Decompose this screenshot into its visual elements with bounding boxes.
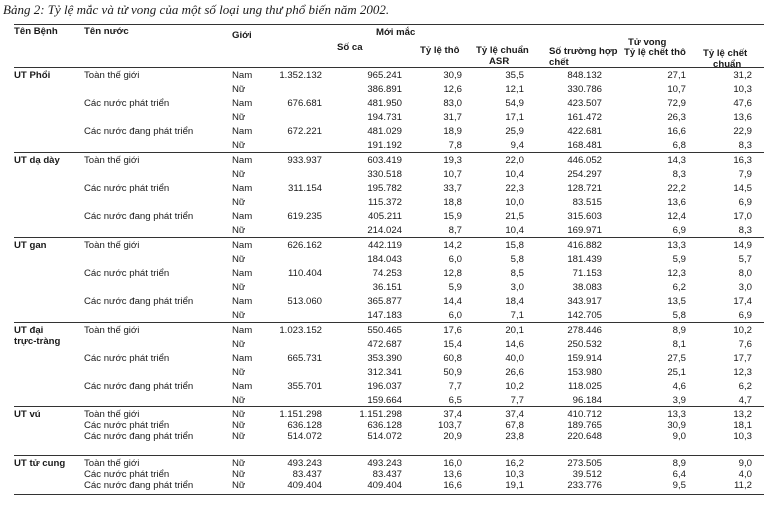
cell-total-cases: 933.937 — [287, 155, 322, 166]
cell-total-cases: 676.681 — [287, 98, 322, 109]
cell-crude-rate: 33,7 — [443, 183, 462, 194]
cell-deaths: 422.681 — [567, 126, 602, 137]
cancer-type-label: UT đại — [14, 325, 44, 336]
cell-sex: Nữ — [232, 169, 246, 180]
cell-sex: Nữ — [232, 420, 246, 431]
cell-death-crude-rate: 14,3 — [667, 155, 686, 166]
cell-sex: Nam — [232, 98, 253, 109]
cell-country: Toàn thế giới — [84, 409, 140, 420]
cell-deaths: 159.914 — [567, 353, 602, 364]
cell-death-crude-rate: 26,3 — [667, 112, 686, 123]
cell-crude-rate: 19,3 — [443, 155, 462, 166]
cell-country: Toàn thế giới — [84, 325, 140, 336]
cell-death-asr: 8,0 — [738, 268, 752, 279]
bottom-rule — [14, 494, 764, 495]
cell-death-asr: 10,3 — [733, 84, 752, 95]
cell-crude-rate: 103,7 — [437, 420, 462, 431]
cell-crude-rate: 5,9 — [448, 282, 462, 293]
cell-new-cases: 472.687 — [367, 339, 402, 350]
cell-death-asr: 3,0 — [738, 282, 752, 293]
cell-new-cases: 365.877 — [367, 296, 402, 307]
cell-sex: Nữ — [232, 310, 246, 321]
cell-sex: Nam — [232, 183, 253, 194]
cell-deaths: 153.980 — [567, 367, 602, 378]
cell-new-cases: 442.119 — [368, 240, 402, 251]
cell-deaths: 315.603 — [567, 211, 602, 222]
cell-country: Các nước đang phát triển — [84, 211, 194, 222]
cell-asr: 40,0 — [505, 353, 524, 364]
cell-total-cases: 672.221 — [287, 126, 322, 137]
cell-death-crude-rate: 30,9 — [667, 420, 686, 431]
header-chet: chết — [549, 57, 569, 68]
cell-asr: 67,8 — [505, 420, 524, 431]
cancer-type-label: trực-tràng — [14, 336, 61, 347]
cancer-type-label: UT vú — [14, 409, 41, 420]
cell-new-cases: 115.372 — [368, 197, 402, 208]
cell-new-cases: 1.151.298 — [359, 409, 402, 420]
cell-sex: Nam — [232, 211, 253, 222]
cell-new-cases: 191.192 — [367, 140, 402, 151]
cell-asr: 12,1 — [505, 84, 524, 95]
cell-total-cases: 409.404 — [287, 480, 322, 491]
cell-new-cases: 83.437 — [372, 469, 402, 480]
cell-crude-rate: 18,8 — [443, 197, 462, 208]
cell-new-cases: 36.151 — [372, 282, 402, 293]
cell-country: Toàn thế giới — [84, 155, 140, 166]
cell-crude-rate: 50,9 — [443, 367, 462, 378]
cell-sex: Nam — [232, 325, 253, 336]
cell-new-cases: 965.241 — [367, 70, 402, 81]
cell-crude-rate: 17,6 — [443, 325, 462, 336]
top-rule — [14, 24, 764, 25]
cell-death-crude-rate: 8,1 — [672, 339, 686, 350]
cell-asr: 14,6 — [505, 339, 524, 350]
cell-deaths: 446.052 — [567, 155, 602, 166]
cell-death-asr: 10,2 — [733, 325, 752, 336]
cell-new-cases: 636.128 — [367, 420, 402, 431]
cancer-type-label: UT Phổi — [14, 70, 51, 81]
cell-new-cases: 159.664 — [367, 395, 402, 406]
cell-new-cases: 405.211 — [368, 211, 402, 222]
cell-deaths: 161.472 — [567, 112, 602, 123]
cell-new-cases: 481.029 — [367, 126, 402, 137]
cell-crude-rate: 15,4 — [443, 339, 462, 350]
cell-new-cases: 195.782 — [367, 183, 402, 194]
cell-deaths: 83.515 — [572, 197, 602, 208]
cell-death-asr: 8,3 — [738, 225, 752, 236]
cell-deaths: 254.297 — [567, 169, 602, 180]
cell-death-asr: 14,5 — [733, 183, 752, 194]
cell-deaths: 343.917 — [567, 296, 602, 307]
cell-death-crude-rate: 13,5 — [667, 296, 686, 307]
cell-asr: 19,1 — [505, 480, 524, 491]
cell-death-crude-rate: 13,3 — [667, 240, 686, 251]
cell-crude-rate: 16,6 — [443, 480, 462, 491]
cell-crude-rate: 12,6 — [443, 84, 462, 95]
header-moi-mac: Mới mắc — [376, 27, 416, 38]
cell-total-cases: 619.235 — [287, 211, 322, 222]
cell-deaths: 181.439 — [567, 254, 602, 265]
cell-new-cases: 353.390 — [367, 353, 402, 364]
cell-crude-rate: 83,0 — [443, 98, 462, 109]
cell-death-crude-rate: 13,6 — [667, 197, 686, 208]
cell-country: Các nước phát triển — [84, 183, 170, 194]
cell-new-cases: 481.950 — [367, 98, 402, 109]
cell-country: Các nước phát triển — [84, 98, 170, 109]
cell-asr: 18,4 — [505, 296, 524, 307]
header-ty-le-tho: Tỷ lệ thô — [420, 45, 460, 56]
cell-deaths: 273.505 — [567, 458, 602, 469]
cell-asr: 10,3 — [505, 469, 524, 480]
cell-country: Các nước phát triển — [84, 353, 170, 364]
cell-deaths: 169.971 — [567, 225, 602, 236]
cell-death-asr: 6,2 — [738, 381, 752, 392]
header-so-truong-hop: Số trường hợp — [549, 46, 618, 57]
cell-death-asr: 7,9 — [738, 169, 752, 180]
cell-death-crude-rate: 8,9 — [672, 458, 686, 469]
cell-crude-rate: 6,5 — [448, 395, 462, 406]
header-ty-le-chet: Tỷ lệ chết — [703, 48, 748, 59]
cell-death-crude-rate: 9,5 — [672, 480, 686, 491]
cell-sex: Nam — [232, 126, 253, 137]
cell-death-crude-rate: 16,6 — [667, 126, 686, 137]
cell-death-crude-rate: 12,4 — [667, 211, 686, 222]
cell-death-crude-rate: 6,4 — [672, 469, 686, 480]
cell-death-crude-rate: 27,1 — [667, 70, 686, 81]
cell-deaths: 118.025 — [568, 381, 602, 392]
cell-country: Các nước đang phát triển — [84, 381, 194, 392]
cell-new-cases: 409.404 — [367, 480, 402, 491]
cell-new-cases: 493.243 — [367, 458, 402, 469]
cell-new-cases: 603.419 — [367, 155, 402, 166]
cell-asr: 10,4 — [505, 169, 524, 180]
cell-sex: Nữ — [232, 469, 246, 480]
cell-death-asr: 13,6 — [733, 112, 752, 123]
cell-new-cases: 194.731 — [367, 112, 402, 123]
cell-crude-rate: 12,8 — [443, 268, 462, 279]
cell-death-asr: 6,9 — [738, 197, 752, 208]
cell-asr: 54,9 — [505, 98, 524, 109]
cell-sex: Nữ — [232, 431, 246, 442]
cell-crude-rate: 7,8 — [448, 140, 462, 151]
cell-death-crude-rate: 8,9 — [672, 325, 686, 336]
cell-death-asr: 8,3 — [738, 140, 752, 151]
cell-asr: 3,0 — [510, 282, 524, 293]
cancer-type-label: UT tử cung — [14, 458, 66, 469]
cell-deaths: 38.083 — [572, 282, 602, 293]
cell-new-cases: 147.183 — [367, 310, 402, 321]
cell-death-crude-rate: 6,2 — [672, 282, 686, 293]
cell-deaths: 233.776 — [567, 480, 602, 491]
cell-death-asr: 17,0 — [733, 211, 752, 222]
cell-death-crude-rate: 27,5 — [667, 353, 686, 364]
cell-asr: 7,7 — [510, 395, 524, 406]
cell-sex: Nữ — [232, 480, 246, 491]
cell-new-cases: 74.253 — [372, 268, 402, 279]
cell-asr: 10,2 — [505, 381, 524, 392]
cell-country: Toàn thế giới — [84, 240, 140, 251]
cell-total-cases: 636.128 — [287, 420, 322, 431]
cell-deaths: 39.512 — [572, 469, 602, 480]
cell-new-cases: 386.891 — [367, 84, 402, 95]
cell-asr: 26,6 — [505, 367, 524, 378]
cell-death-crude-rate: 6,8 — [672, 140, 686, 151]
cell-death-crude-rate: 22,2 — [667, 183, 686, 194]
cell-new-cases: 330.518 — [367, 169, 402, 180]
cell-death-asr: 16,3 — [733, 155, 752, 166]
cell-crude-rate: 60,8 — [443, 353, 462, 364]
cell-death-crude-rate: 3,9 — [672, 395, 686, 406]
cell-death-crude-rate: 5,9 — [672, 254, 686, 265]
cell-sex: Nam — [232, 353, 253, 364]
cell-sex: Nữ — [232, 367, 246, 378]
cell-crude-rate: 20,9 — [443, 431, 462, 442]
cell-death-asr: 6,9 — [738, 310, 752, 321]
header-gioi: Giới — [232, 30, 252, 41]
header-tu-vong: Tử vong — [628, 37, 667, 48]
cell-death-asr: 7,6 — [738, 339, 752, 350]
cell-death-asr: 12,3 — [733, 367, 752, 378]
cell-country: Các nước đang phát triển — [84, 126, 194, 137]
cell-new-cases: 514.072 — [367, 431, 402, 442]
cell-crude-rate: 10,7 — [443, 169, 462, 180]
cell-deaths: 330.786 — [567, 84, 602, 95]
cell-country: Toàn thế giới — [84, 70, 140, 81]
cell-death-crude-rate: 5,8 — [672, 310, 686, 321]
cell-asr: 17,1 — [505, 112, 524, 123]
cell-total-cases: 626.162 — [287, 240, 322, 251]
cell-death-asr: 47,6 — [733, 98, 752, 109]
group-separator — [14, 455, 764, 456]
cell-sex: Nữ — [232, 282, 246, 293]
cell-death-asr: 31,2 — [733, 70, 752, 81]
cell-crude-rate: 7,7 — [448, 381, 462, 392]
cell-asr: 25,9 — [505, 126, 524, 137]
cell-sex: Nam — [232, 70, 253, 81]
cell-total-cases: 110.404 — [288, 268, 322, 279]
cell-country: Các nước đang phát triển — [84, 480, 194, 491]
cell-country: Các nước đang phát triển — [84, 296, 194, 307]
cell-crude-rate: 30,9 — [443, 70, 462, 81]
header-ty-le-chet-tho: Tỷ lệ chết thô — [624, 47, 686, 58]
cell-sex: Nữ — [232, 339, 246, 350]
cell-death-asr: 17,7 — [733, 353, 752, 364]
header-so-ca: Số ca — [337, 42, 363, 53]
cell-sex: Nữ — [232, 409, 246, 420]
cell-deaths: 423.507 — [567, 98, 602, 109]
cell-deaths: 848.132 — [567, 70, 602, 81]
cell-deaths: 71.153 — [572, 268, 602, 279]
cell-new-cases: 196.037 — [367, 381, 402, 392]
cell-asr: 9,4 — [510, 140, 524, 151]
cell-deaths: 168.481 — [567, 140, 602, 151]
cell-crude-rate: 15,9 — [443, 211, 462, 222]
cell-death-asr: 10,3 — [733, 431, 752, 442]
cell-country: Các nước phát triển — [84, 469, 170, 480]
group-separator — [14, 406, 764, 407]
header-ten-nuoc: Tên nước — [84, 26, 129, 37]
cell-new-cases: 312.341 — [367, 367, 402, 378]
cell-asr: 21,5 — [505, 211, 524, 222]
cell-crude-rate: 18,9 — [443, 126, 462, 137]
cell-deaths: 128.721 — [567, 183, 602, 194]
cell-deaths: 416.882 — [567, 240, 602, 251]
cell-death-crude-rate: 72,9 — [667, 98, 686, 109]
header-ty-le-chuan: Tỷ lệ chuẩn — [476, 45, 529, 56]
cell-death-crude-rate: 6,9 — [672, 225, 686, 236]
cell-death-asr: 4,7 — [738, 395, 752, 406]
cell-total-cases: 1.023.152 — [279, 325, 322, 336]
cell-deaths: 278.446 — [567, 325, 602, 336]
header-bottom-rule — [14, 67, 764, 68]
cell-country: Các nước đang phát triển — [84, 431, 194, 442]
header-asr: ASR — [489, 56, 510, 67]
cell-sex: Nam — [232, 155, 253, 166]
cell-asr: 8,5 — [510, 268, 524, 279]
cell-asr: 5,8 — [510, 254, 524, 265]
cell-sex: Nam — [232, 381, 253, 392]
cell-asr: 22,0 — [505, 155, 524, 166]
cell-death-crude-rate: 12,3 — [667, 268, 686, 279]
cell-death-asr: 17,4 — [733, 296, 752, 307]
cell-country: Toàn thế giới — [84, 458, 140, 469]
cell-death-asr: 13,2 — [733, 409, 752, 420]
cell-crude-rate: 37,4 — [443, 409, 462, 420]
cell-sex: Nữ — [232, 140, 246, 151]
cell-death-crude-rate: 8,3 — [672, 169, 686, 180]
cell-asr: 15,8 — [505, 240, 524, 251]
cell-deaths: 220.648 — [567, 431, 602, 442]
cell-asr: 10,4 — [505, 225, 524, 236]
cell-death-crude-rate: 9,0 — [672, 431, 686, 442]
cell-total-cases: 513.060 — [287, 296, 322, 307]
cell-death-asr: 14,9 — [733, 240, 752, 251]
cell-crude-rate: 13,6 — [443, 469, 462, 480]
cell-deaths: 189.765 — [567, 420, 602, 431]
table-caption: Bảng 2: Tỷ lệ mắc và tử vong của một số loại ung thư phổ biến năm 2002. — [3, 2, 390, 17]
cell-sex: Nam — [232, 240, 253, 251]
cell-crude-rate: 8,7 — [448, 225, 462, 236]
cell-sex: Nữ — [232, 395, 246, 406]
cell-total-cases: 355.701 — [287, 381, 322, 392]
header-chuan: chuẩn — [713, 59, 742, 70]
cell-total-cases: 665.731 — [287, 353, 322, 364]
cell-crude-rate: 16,0 — [443, 458, 462, 469]
cell-deaths: 410.712 — [567, 409, 602, 420]
cancer-type-label: UT gan — [14, 240, 47, 251]
cell-sex: Nữ — [232, 458, 246, 469]
cell-death-crude-rate: 10,7 — [667, 84, 686, 95]
cell-new-cases: 214.024 — [367, 225, 402, 236]
cell-death-crude-rate: 25,1 — [667, 367, 686, 378]
group-separator — [14, 322, 764, 323]
cell-total-cases: 493.243 — [287, 458, 322, 469]
cell-total-cases: 1.151.298 — [279, 409, 322, 420]
cell-crude-rate: 14,4 — [443, 296, 462, 307]
cell-sex: Nam — [232, 268, 253, 279]
cell-total-cases: 514.072 — [287, 431, 322, 442]
cell-death-asr: 9,0 — [738, 458, 752, 469]
cell-new-cases: 184.043 — [367, 254, 402, 265]
cell-asr: 23,8 — [505, 431, 524, 442]
cell-country: Các nước phát triển — [84, 268, 170, 279]
cell-deaths: 142.705 — [567, 310, 602, 321]
cell-new-cases: 550.465 — [367, 325, 402, 336]
cancer-type-label: UT dạ dày — [14, 155, 60, 166]
cell-sex: Nữ — [232, 225, 246, 236]
cell-total-cases: 1.352.132 — [279, 70, 322, 81]
cell-asr: 22,3 — [505, 183, 524, 194]
cell-asr: 20,1 — [505, 325, 524, 336]
cell-death-asr: 5,7 — [738, 254, 752, 265]
cell-deaths: 250.532 — [567, 339, 602, 350]
group-separator — [14, 152, 764, 153]
cell-asr: 7,1 — [510, 310, 524, 321]
cell-total-cases: 311.154 — [288, 183, 322, 194]
cell-death-asr: 4,0 — [738, 469, 752, 480]
group-separator — [14, 237, 764, 238]
cell-crude-rate: 31,7 — [443, 112, 462, 123]
cell-asr: 10,0 — [505, 197, 524, 208]
header-ten-benh: Tên Bệnh — [14, 26, 58, 37]
cell-crude-rate: 6,0 — [448, 254, 462, 265]
cell-sex: Nữ — [232, 197, 246, 208]
cell-death-asr: 18,1 — [733, 420, 752, 431]
cell-sex: Nam — [232, 296, 253, 307]
cell-death-crude-rate: 13,3 — [667, 409, 686, 420]
cell-asr: 37,4 — [505, 409, 524, 420]
cell-sex: Nữ — [232, 84, 246, 95]
cell-deaths: 96.184 — [572, 395, 602, 406]
cell-crude-rate: 6,0 — [448, 310, 462, 321]
cell-death-asr: 22,9 — [733, 126, 752, 137]
cell-death-asr: 11,2 — [734, 480, 752, 491]
cell-crude-rate: 14,2 — [443, 240, 462, 251]
cell-sex: Nữ — [232, 112, 246, 123]
cell-death-crude-rate: 4,6 — [672, 381, 686, 392]
cell-country: Các nước phát triển — [84, 420, 170, 431]
cell-total-cases: 83.437 — [292, 469, 322, 480]
cell-asr: 16,2 — [505, 458, 524, 469]
cell-sex: Nữ — [232, 254, 246, 265]
cell-asr: 35,5 — [505, 70, 524, 81]
